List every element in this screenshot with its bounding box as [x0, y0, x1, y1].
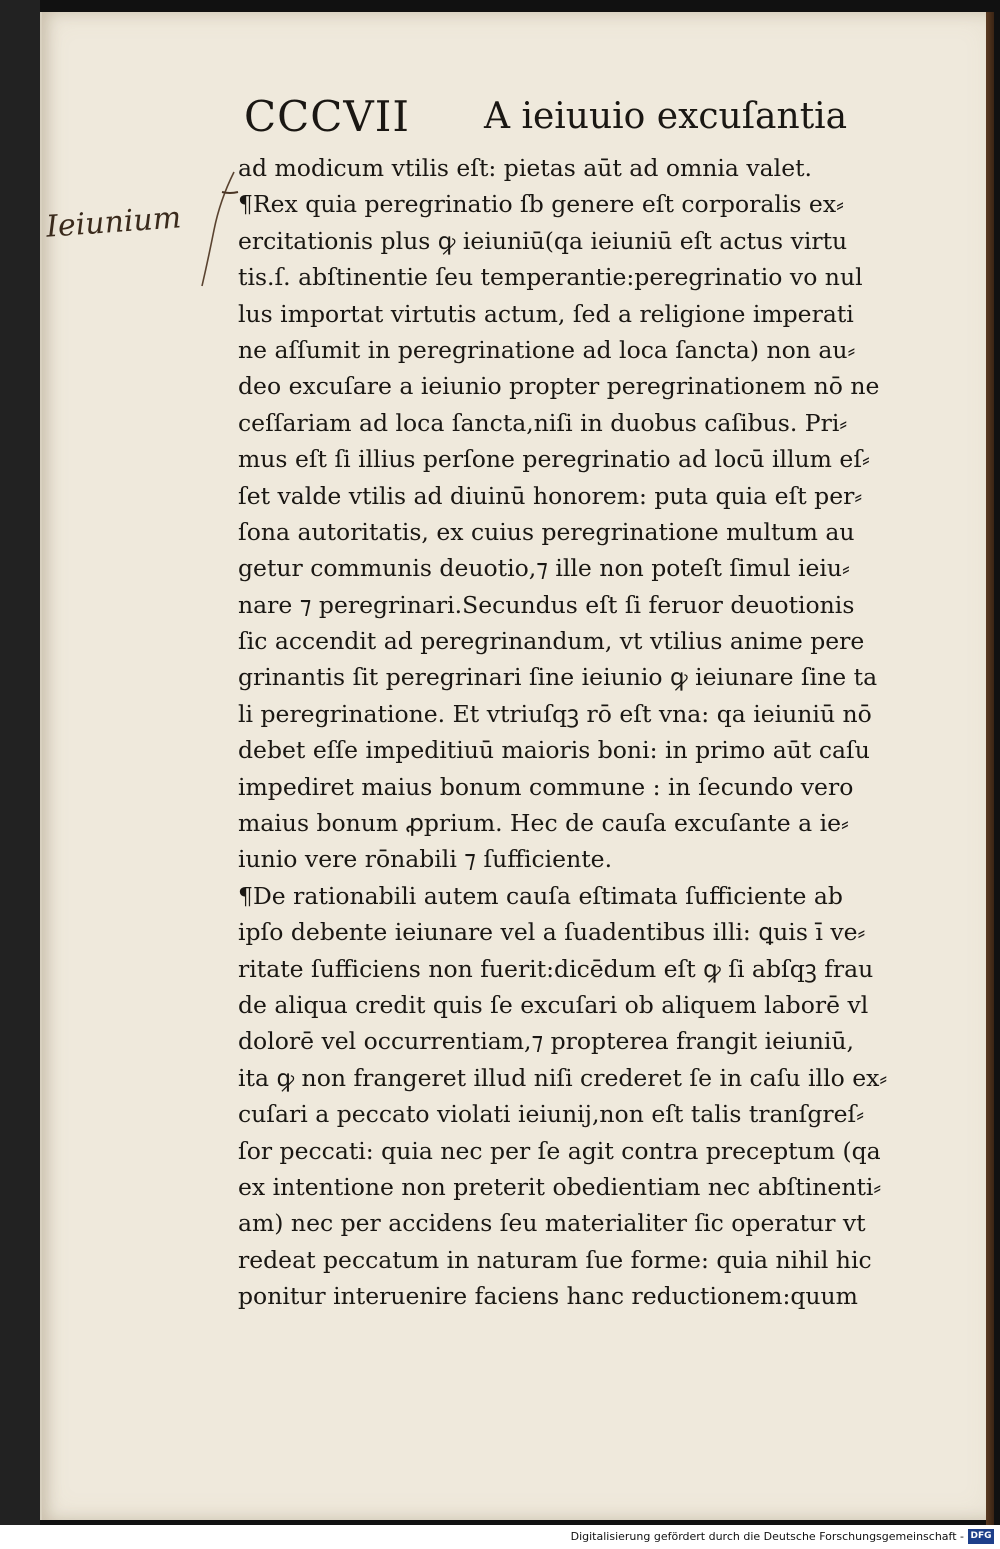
text-line: ad modicum vtilis eſt: pietas aūt ad omnia valet.	[238, 154, 813, 182]
text-line: lus importat virtutis actum, ſed a religione imperati	[238, 299, 854, 328]
binding-edge	[0, 0, 40, 1525]
text-line: ita ꝙ non frangeret illud niſi crederet ſe in caſu illo ex⸗	[238, 1063, 888, 1092]
running-title: A ieiuuio excuſantia	[484, 96, 848, 137]
body-text	[238, 150, 950, 1315]
text-line: debet eſſe impeditiuū maioris boni: in primo aūt caſu	[238, 736, 870, 765]
page-right-edge	[986, 12, 994, 1537]
text-line: ſona autoritatis, ex cuius peregrinatione multum au	[238, 517, 855, 546]
text-line: ipſo debente ieiunare vel a ſuadentibus illi: ꝗuis ī ve⸗	[238, 918, 866, 947]
text-line: ritate ſufficiens non fuerit:dicēdum eſt ꝙ ſi abſqꝫ frau	[238, 954, 874, 983]
text-line: dolorē vel occurrentiam,⁊ propterea frangit ieiuniū,	[238, 1027, 854, 1056]
text-line: ſet valde vtilis ad diuinū honorem: puta quia eſt per⸗	[238, 481, 863, 510]
text-line: ex intentione non preterit obedientiam nec abſtinenti⸗	[238, 1172, 882, 1201]
text-line: ſor peccati: quia nec per ſe agit contra preceptum (qa	[238, 1136, 881, 1165]
text-line: ſic accendit ad peregrinandum, vt vtilius anime pere	[238, 627, 865, 656]
page-header	[244, 92, 944, 152]
dfg-logo: DFG	[968, 1529, 994, 1544]
text-line: maius bonum ꝓprium. Hec de cauſa excuſante a ie⸗	[238, 809, 849, 838]
text-line: ceſſariam ad loca ſancta,niſi in duobus caſibus. Pri⸗	[238, 408, 848, 437]
text-line: ¶De rationabili autem cauſa eſtimata ſufficiente ab	[238, 881, 843, 910]
text-line: redeat peccatum in naturam ſue forme: quia nihil hic	[238, 1245, 872, 1274]
text-line: ¶Rex quia peregrinatio ſb genere eſt corporalis ex⸗	[238, 190, 844, 219]
text-line: li peregrinatione. Et vtriuſqꝫ rō eſt vna: qa ieiuniū nō	[238, 699, 872, 728]
text-line: ercitationis plus ꝙ ieiuniū(qa ieiuniū eſt actus virtu	[238, 226, 848, 255]
text-line: cuſari a peccato violati ieiunij,non eſt talis tranſgreſ⸗	[238, 1100, 865, 1129]
text-line: tis.ſ. abſtinentie ſeu temperantie:peregrinatio vo nul	[238, 263, 863, 292]
funding-credit: Digitalisierung gefördert durch die Deutsche Forschungsgemeinschaft -	[570, 1530, 964, 1543]
marginal-annotation: Ieiunium	[44, 200, 183, 245]
text-line: am) nec per accidens ſeu materialiter ſic operatur vt	[238, 1209, 866, 1238]
handwritten-stroke-icon	[190, 170, 240, 290]
digitization-footer	[0, 1525, 1000, 1549]
text-line: grinantis ſit peregrinari ſine ieiunio ꝙ ieiunare ſine ta	[238, 663, 878, 692]
text-line: mus eſt ſi illius perſone peregrinatio ad locū illum eſ⸗	[238, 445, 870, 474]
text-line: ponitur interuenire faciens hanc reductionem:quum	[238, 1282, 858, 1311]
text-line: de aliqua credit quis ſe excuſari ob aliquem laborē vl	[238, 990, 869, 1019]
text-line: nare ⁊ peregrinari.Secundus eſt ſi feruor deuotionis	[238, 590, 855, 619]
text-line: deo excuſare a ieiunio propter peregrinationem nō ne	[238, 372, 880, 401]
text-line: iunio vere rōnabili ⁊ ſufficiente.	[238, 845, 613, 874]
folio-number: CCCVII	[244, 92, 410, 141]
text-line: impediret maius bonum commune : in ſecundo vero	[238, 772, 854, 801]
text-line: getur communis deuotio,⁊ ille non poteſt ſimul ieiu⸗	[238, 554, 850, 583]
text-line: ne aſſumit in peregrinatione ad loca ſancta) non au⸗	[238, 335, 856, 364]
